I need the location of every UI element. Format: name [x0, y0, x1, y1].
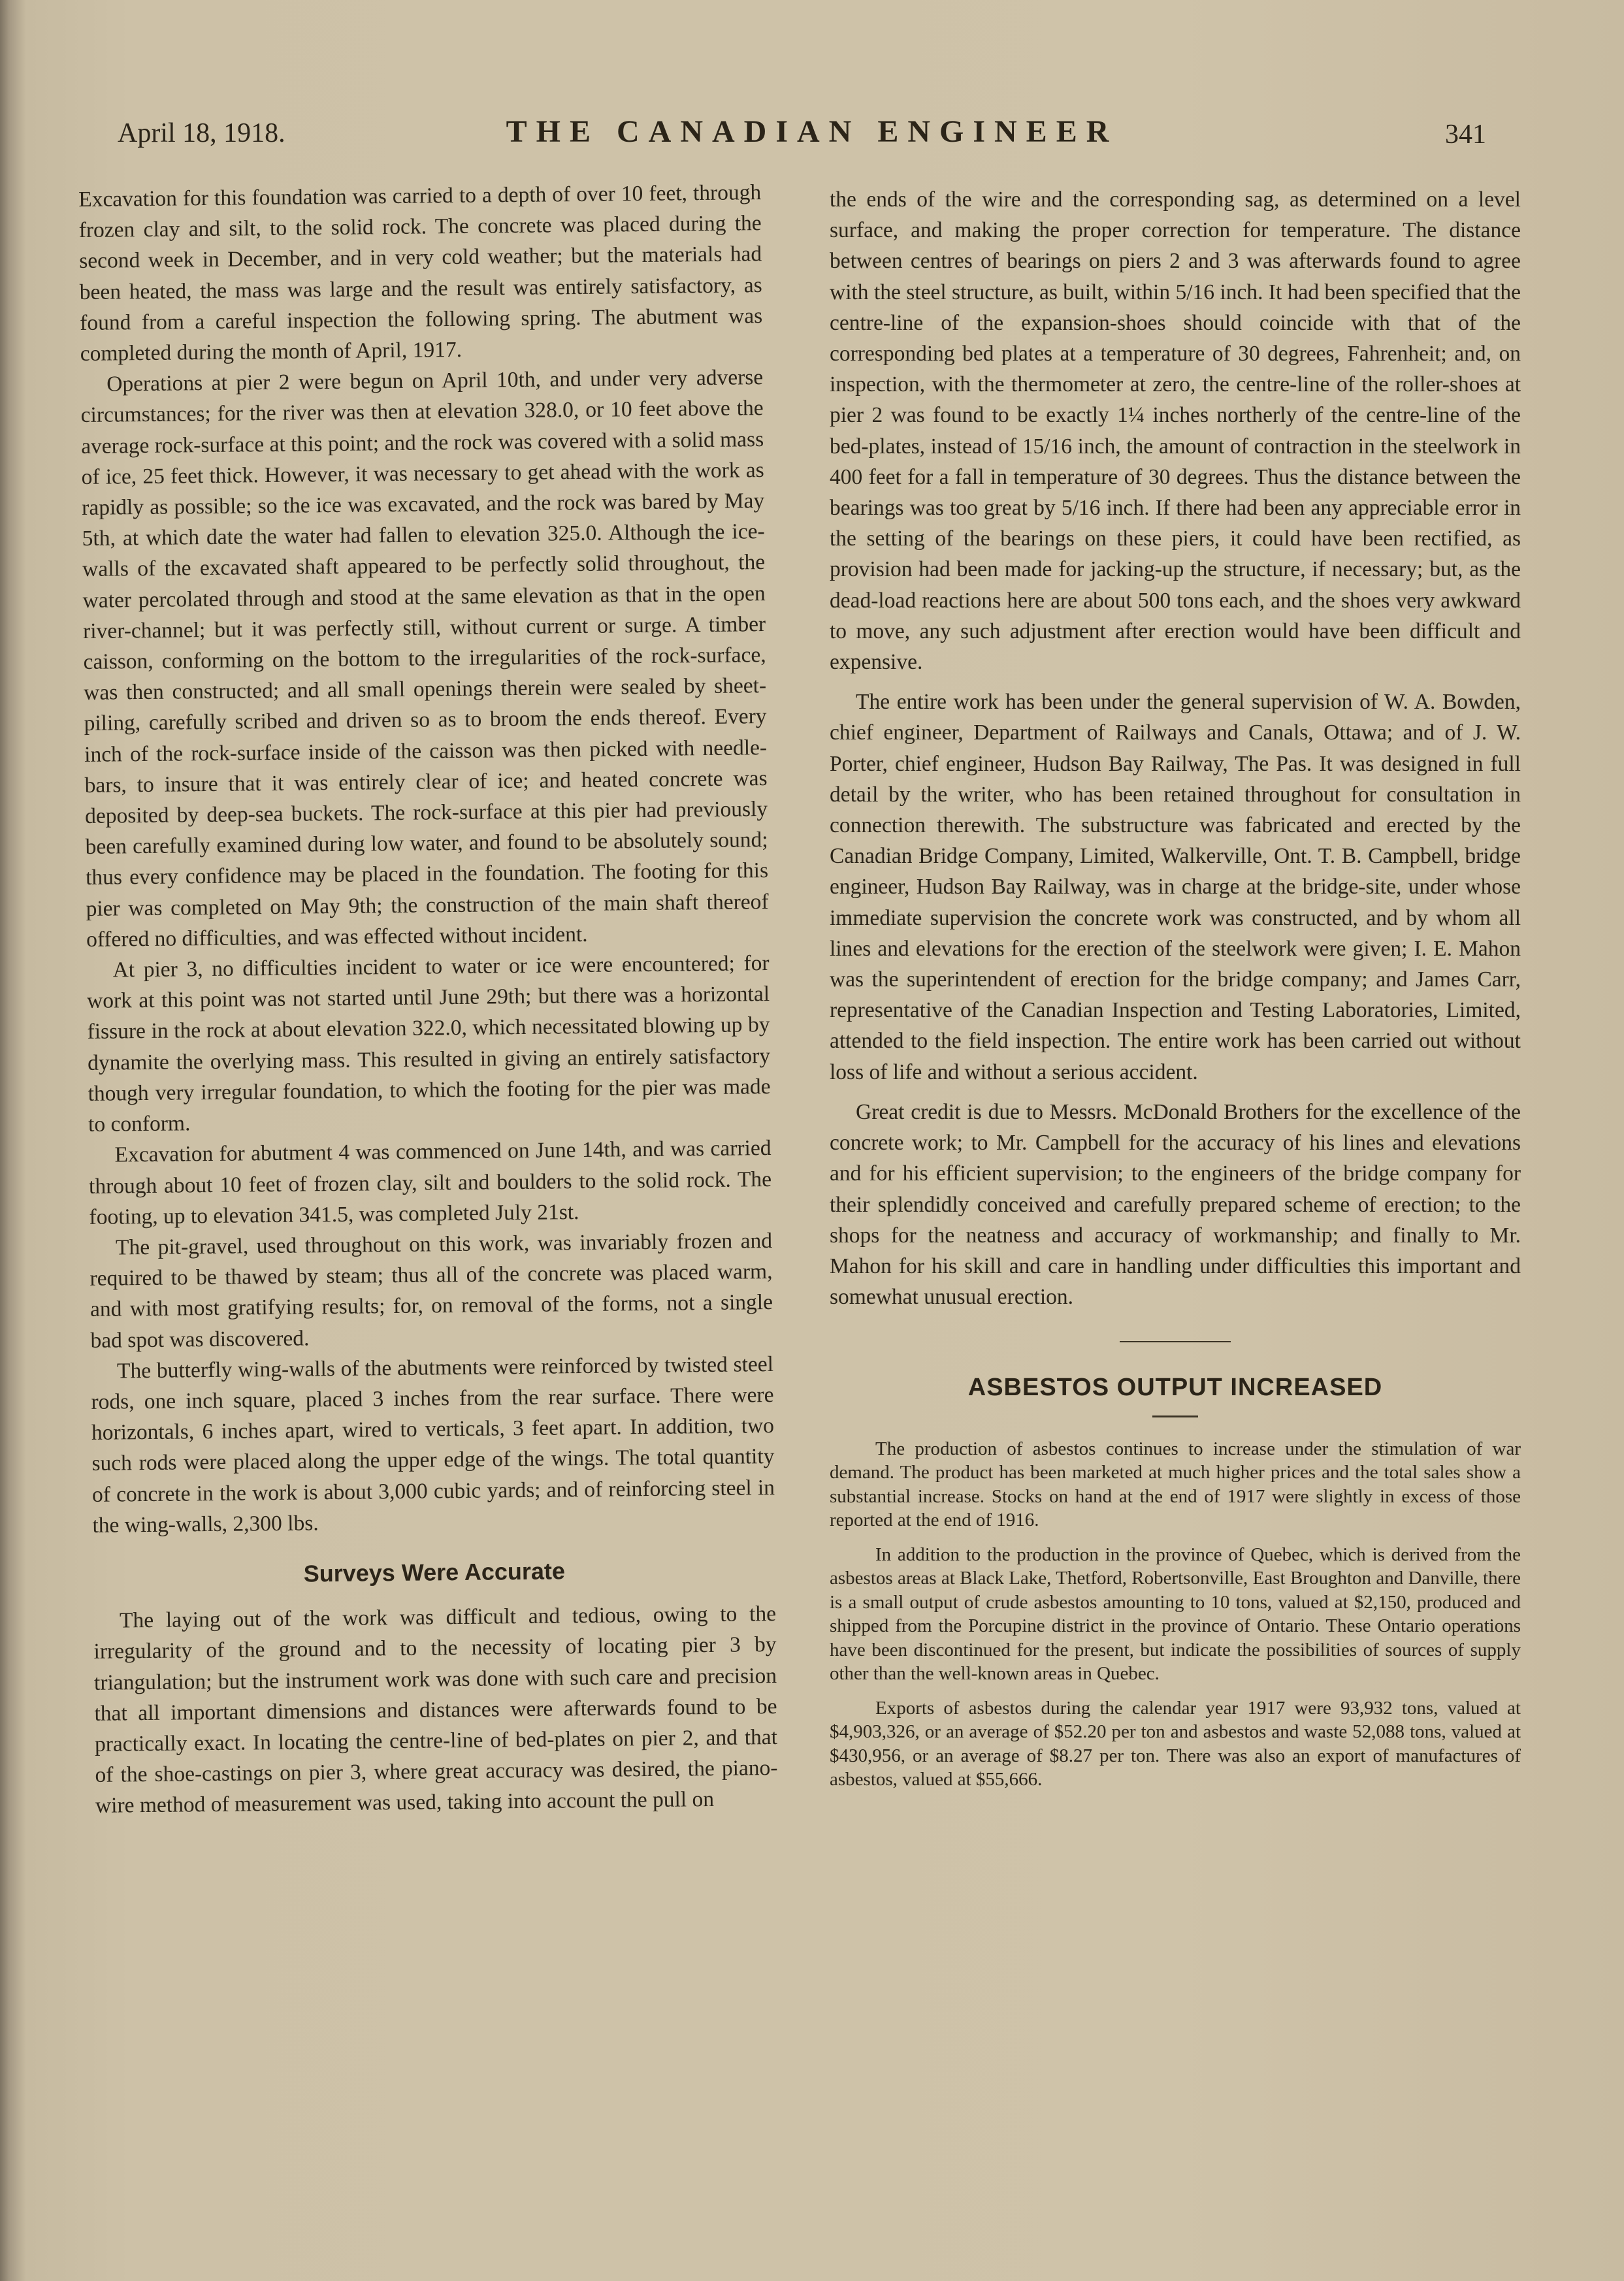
paragraph: At pier 3, no difficulties incident to water or ice were encountered; for work at this point was not started until June 29th; but there was a horizontal fissure in the rock at about elevation 322.0, which necessitated blowing up by dynamite the overlying mass. This resulted in giving an entirely satisfactory though very irregular foundation, to which the footing for the pier was made to conform.: [86, 951, 771, 1137]
section-divider: [1120, 1341, 1231, 1342]
article-body: [830, 1437, 1521, 1792]
left-column: [78, 177, 778, 1821]
paragraph: Excavation for this foundation was carried to a depth of over 10 feet, through frozen clay and silt, to the solid rock. The concrete was placed during the second week in December, and in very cold weather; but the materials had been heated, the mass was large and the result was entirely satisfactory, as found from a careful inspection the following spring. The abutment was completed during the month of April, 1917.: [78, 180, 763, 366]
paragraph: The production of asbestos continues to increase under the stimulation of war demand. The product has been marketed at much higher prices and the total sales show a substantial increase. Stocks on hand at the end of 1917 were slightly in excess of those reported at the end of 1916.: [830, 1438, 1521, 1531]
paragraph: In addition to the production in the province of Quebec, which is derived from the asbestos areas at Black Lake, Thetford, Robertsonville, East Broughton and Danville, there is a small output of crude asbestos amounting to 10 tons, valued at $2,150, produced and shipped from the Porcupine district in the province of Ontario. These Ontario operations have been discontinued for the present, but indicate the possibilities of sources of supply other than the well-known areas in Quebec.: [830, 1544, 1521, 1685]
paragraph: the ends of the wire and the corresponding sag, as determined on a level surface, and making the proper correction for temperature. The distance between centres of bearings on piers 2 and 3 was afterwards found to agree with the steel structure, as built, within 5/16 inch. It had been specified that the centre-line of the expansion-shoes should coincide with that of the corresponding bed plates at a temperature of 30 degrees, Fahrenheit; and, on inspection, with the thermometer at zero, the centre-line of the roller-shoes at pier 2 was found to be exactly 1¼ inches northerly of the centre-line of the bed-plates, instead of 15/16 inch, the amount of contraction in the steelwork in 400 feet for a fall in temperature of 30 degrees. Thus the distance between the bearings was too great by 5/16 inch. If there had been any appreciable error in the setting of the bearings on these piers, it could have been rectified, as provision had been made for jacking-up the structure, if necessary; but, as the dead-load reactions here are about 500 tons each, and the shoes very awkward to move, any such adjustment after erection would have been difficult and expensive.: [830, 187, 1521, 675]
paragraph: Exports of asbestos during the calendar year 1917 were 93,932 tons, valued at $4,903,326, or an average of $52.20 per ton and asbestos and waste 52,088 tons, valued at $430,956, or an average of $8.27 per ton. There was also an export of manufactures of asbestos, valued at $55,666.: [830, 1697, 1521, 1790]
running-header: [0, 111, 1624, 157]
page-number: 341: [1445, 120, 1486, 150]
paragraph: The pit-gravel, used throughout on this work, was invariably frozen and required to be thawed by steam; thus all of the concrete was placed warm, and with most gratifying results; for, on removal of the forms, not a single bad spot was discovered.: [89, 1228, 773, 1353]
paragraph: Excavation for abutment 4 was commenced on June 14th, and was carried through about 10 feet of frozen clay, silt and boulders to the solid rock. The footing, up to elevation 341.5, was completed July 21st.: [88, 1136, 772, 1229]
issue-date: April 18, 1918.: [118, 118, 285, 148]
title-rule: [1152, 1416, 1198, 1417]
paragraph: Operations at pier 2 were begun on April 10th, and under very adverse circumstances; for the river was then at elevation 328.0, or 10 feet above the average rock-surface at this point; and the rock was covered with a solid mass of ice, 25 feet thick. However, it was necessary to get ahead with the work as rapidly as possible; so the ice was excavated, and the rock was bared by May 5th, at which date the water had fallen to elevation 325.0. Although the ice-walls of the excavated shaft appeared to be perfectly solid throughout, the water percolated through and stood at the same elevation as that in the open river-channel; but it was perfectly still, without current or surge. A timber caisson, conforming on the bottom to the irregularities of the rock-surface, was then constructed; and all small openings therein were sealed by sheet-piling, carefully scribed and driven so as to broom the ends thereof. Every inch of the rock-surface inside of the caisson was then picked with needle-bars, to insure that it was entirely clear of ice; and heated concrete was deposited by deep-sea buckets. The rock-surface at this pier had previously been carefully examined during low water, and found to be absolutely sound; thus every confidence may be placed in the foundation. The footing for this pier was completed on May 9th; the construction of the main shaft thereof offered no difficulties, and was effected without incident.: [80, 365, 769, 952]
right-column: [830, 184, 1521, 1802]
paragraph: The laying out of the work was difficult and tedious, owing to the irregularity of the ground and to the necessity of locating pier 3 by triangulation; but the instrument work was done with such care and precision that all important dimensions and distances were afterwards found to be practically exact. In locating the centre-line of bed-plates on pier 2, and that of the shoe-castings on pier 3, where great accuracy was desired, the piano-wire method of measurement was used, taking into account the pull on: [93, 1602, 778, 1819]
article-title: ASBESTOS OUTPUT INCREASED: [967, 1374, 1383, 1402]
paragraph: The butterfly wing-walls of the abutments were reinforced by twisted steel rods, one inch square, placed 3 inches from the rear surface. There were horizontals, 6 inches apart, wired to verticals, 3 feet apart. In addition, two such rods were placed along the upper edge of the wings. The total quantity of concrete in the work is about 3,000 cubic yards; and of reinforcing steel in the wing-walls, 2,300 lbs.: [91, 1351, 775, 1538]
paragraph: The entire work has been under the general supervision of W. A. Bowden, chief engineer, Department of Railways and Canals, Ottawa; and of J. W. Porter, chief engineer, Hudson Bay Railway, The Pas. It was designed in full detail by the writer, who has been retained throughout for consultation in connection therewith. The substructure was fabricated and erected by the Canadian Bridge Company, Limited, Walkerville, Ont. T. B. Campbell, bridge engineer, Hudson Bay Railway, was in charge at the bridge-site, under whose immediate supervision the concrete work was constructed, and by whom all lines and elevations for the erection of the steelwork were given; I. E. Mahon was the superintendent of erection for the bridge company; and James Carr, representative of the Canadian Inspection and Testing Laboratories, Limited, attended to the field inspection. The entire work has been carried out without loss of life and without a serious accident.: [830, 690, 1521, 1084]
paragraph: Great credit is due to Messrs. McDonald Brothers for the excellence of the concrete work; to Mr. Campbell for the accuracy of his lines and elevations and for his efficient supervision; to the engineers of the bridge company for their splendidly conceived and carefully prepared scheme of erection; to the shops for the neatness and accuracy of workmanship; and finally to Mr. Mahon for his skill and care in handling under difficulties this important and somewhat unusual erection.: [830, 1099, 1521, 1310]
journal-title: THE CANADIAN ENGINEER: [506, 114, 1118, 149]
section-subheading: Surveys Were Accurate: [303, 1557, 566, 1587]
